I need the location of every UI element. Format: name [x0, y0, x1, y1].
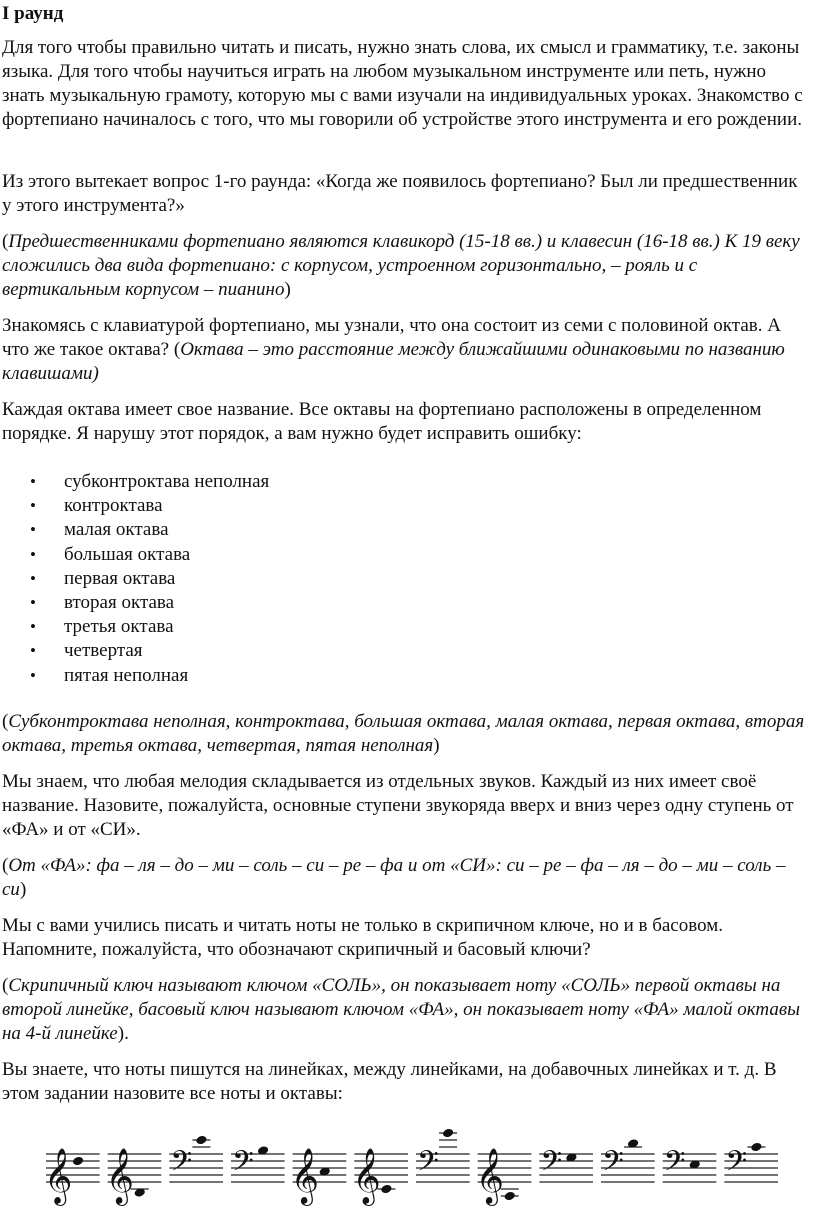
bass-clef-icon: 𝄢 — [540, 1145, 563, 1185]
octave-list-item: • вторая октава — [30, 591, 269, 615]
bass-clef-icon: 𝄢 — [663, 1145, 686, 1185]
octave-list-item: • большая октава — [30, 543, 269, 567]
octave-question-paragraph — [2, 314, 810, 386]
octave-list-item: • контроктава — [30, 494, 269, 518]
answer-predecessors — [2, 230, 810, 302]
bass-clef-icon: 𝄢 — [417, 1145, 439, 1185]
note-head — [72, 1156, 84, 1167]
treble-clef-icon: 𝄞 — [475, 1148, 505, 1204]
octave-list-item: • малая октава — [30, 518, 269, 542]
answer-open-paren: ( — [2, 711, 9, 732]
answer-scale-steps — [2, 854, 810, 902]
answer-text: Скрипичный ключ называют ключом «СОЛЬ», он показывает ноту «СОЛЬ» первой октавы на второй линейке, басовый ключ называют ключом «ФА», он показывает ноту «ФА» малой октавы на 4-й линейке — [2, 975, 800, 1044]
bass-clef-icon: 𝄢 — [232, 1145, 254, 1185]
answer-close-paren: ). — [117, 1023, 129, 1044]
octave-list-item: • субконтроктава неполная — [30, 470, 269, 494]
answer-open-paren: ( — [2, 855, 9, 876]
bass-clef-icon: 𝄢 — [170, 1145, 193, 1185]
octave-list-item: • четвертая — [30, 639, 269, 663]
octave-order-paragraph: Каждая октава имеет свое название. Все октавы на фортепиано расположены в определенном порядке. Я нарушу этот порядок, а вам нужно будет исправить ошибку: — [2, 399, 762, 444]
treble-clef-icon: 𝄞 — [352, 1148, 381, 1204]
note-head — [750, 1142, 762, 1153]
clef-question-paragraph: Мы с вами учились писать и читать ноты не только в скрипичном ключе, но и в басовом. Напомните, пожалуйста, что обозначают скрипичный и басовый ключи? — [2, 915, 723, 960]
treble-clef-icon: 𝄞 — [105, 1148, 135, 1204]
octave-list-item: • первая октава — [30, 567, 269, 591]
treble-clef-icon: 𝄞 — [44, 1148, 73, 1204]
answer-text: От «ФА»: фа – ля – до – ми – соль – си – ре – фа и от «СИ»: си – ре – фа – ля – до – ми – соль – си — [2, 855, 786, 900]
answer-octave-order — [2, 710, 810, 758]
round-question-paragraph: Из этого вытекает вопрос 1-го раунда: «Когда же появилось фортепиано? Был ли предшественник у этого инструмента?» — [2, 171, 798, 216]
answer-clefs — [2, 974, 810, 1046]
music-staff-figure — [44, 1122, 784, 1212]
treble-clef-icon: 𝄞 — [290, 1148, 320, 1204]
notes-task-paragraph: Вы знаете, что ноты пишутся на линейках, между линейками, на добавочных линейках и т. д. В этом задании назовите все ноты и октавы: — [2, 1059, 777, 1104]
bass-clef-icon: 𝄢 — [725, 1145, 748, 1185]
bass-clef-icon: 𝄢 — [602, 1145, 624, 1185]
answer-text: Субконтроктава неполная, контроктава, большая октава, малая октава, первая октава, вторая октава, третья октава, четвертая, пятая неполная — [2, 711, 805, 756]
answer-text: Предшественниками фортепиано являются клавикорд (15-18 вв.) и клавесин (16-18 вв.) К 19 веку сложились два вида фортепиано: с корпусом, устроенном горизонтально, – рояль и с вертикальным корпусом – пианино — [2, 231, 800, 300]
octave-list-item: • пятая неполная — [30, 664, 269, 688]
answer-open-paren: ( — [2, 975, 9, 996]
answer-close-paren: ) — [433, 735, 440, 756]
octave-list — [30, 470, 269, 688]
intro-paragraph: Для того чтобы правильно читать и писать, нужно знать слова, их смысл и грамматику, т.е. законы языка. Для того чтобы научиться играть на любом музыкальном инструменте или петь, нужно знать музыкальную грамоту, которую мы с вами изучали на индивидуальных уроках. Знакомство с фортепиано начиналось с того, что мы говорили об устройстве этого инструмента и его рождении. — [2, 37, 803, 130]
octave-definition: Октава – это расстояние между ближайшими одинаковыми по названию клавишами) — [2, 339, 785, 384]
octave-question-text: Знакомясь с клавиатурой фортепиано, мы узнали, что она состоит из семи с половиной октав. А что же такое октава? ( — [2, 315, 781, 360]
answer-close-paren: ) — [284, 279, 291, 300]
note-head — [380, 1184, 392, 1195]
octave-list-item: • третья октава — [30, 615, 269, 639]
note-head — [504, 1191, 516, 1202]
note-head — [195, 1135, 207, 1146]
round-title: I раунд — [2, 3, 64, 24]
answer-close-paren: ) — [19, 879, 27, 900]
music-staff-row — [44, 1122, 784, 1212]
answer-open-paren: ( — [2, 231, 9, 252]
note-head — [442, 1128, 454, 1139]
scale-question-paragraph: Мы знаем, что любая мелодия складывается из отдельных звуков. Каждый из них имеет своё название. Назовите, пожалуйста, основные ступени звукоряда вверх и вниз через одну ступень от «ФА» и от «СИ». — [2, 771, 794, 840]
